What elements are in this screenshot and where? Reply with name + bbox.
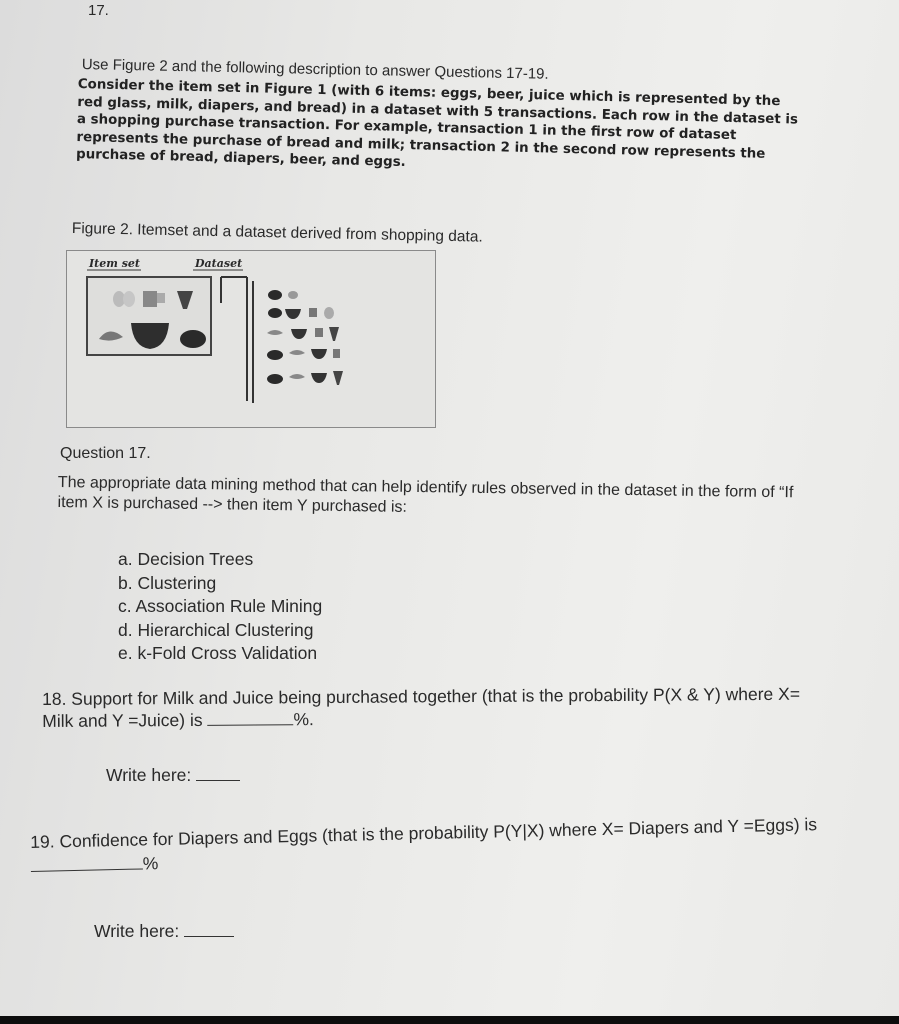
question-19 [30,812,821,878]
question-18-answer-blank[interactable] [196,764,240,781]
photo-bottom-edge [0,1016,899,1024]
dataset-row [267,327,339,341]
question-19-write-here [94,920,234,942]
question-18-write-here [106,764,240,786]
option-b: b. Clustering [118,572,217,593]
dataset-row [267,371,343,385]
write-here-label: Write here: [106,765,192,785]
dataset-row [267,349,340,360]
option-c: c. Association Rule Mining [118,596,323,616]
itemset-label: Item set [89,257,140,270]
question-17-title: Question 17. [60,445,151,462]
intro-body: Consider the item set in Figure 1 (with 6 items: eggs, beer, juice which is represented by the red glass, milk, diapers, and bread) in a dataset with 5 transactions. Each row in the dataset is a shopping purchase transaction. For example, transaction 1 in the first row of dataset represents the purchase of bread and milk; transaction 2 in the second row represents the purchase of bread, diapers, beer, and eggs. [75,76,799,171]
figure-illustration [67,251,435,427]
question-19-text: 19. Confidence for Diapers and Eggs (that is the probability P(Y|X) where X= Diapers and Y =Eggs) is [30,814,818,852]
option-d: d. Hierarchical Clustering [118,619,314,640]
question-19-answer-blank[interactable] [184,920,234,937]
figure-caption: Figure 2. Itemset and a dataset derived from shopping data. [71,220,483,246]
question-19-suffix: % [142,853,159,874]
option-a: a. Decision Trees [118,549,254,569]
question-19-blank[interactable] [31,852,143,872]
question-18-blank[interactable] [207,708,293,726]
write-here-label: Write here: [94,921,180,941]
intro-lead: Use Figure 2 and the following description to answer Questions 17-19. [81,56,549,83]
question-18-text: 18. Support for Milk and Juice being purchased together (that is the probability P(X & Y) where X= Milk and Y =Juice) is [42,683,801,731]
question-18-suffix: %. [293,709,314,730]
question-number: 17. [88,2,109,19]
dataset-row [268,290,298,300]
option-e: e. k-Fold Cross Validation [118,643,318,663]
dataset-row [268,307,334,319]
question-17-text: The appropriate data mining method that can help identify rules observed in the dataset in the form of “If item X is purchased --> then item Y purchased is: [57,473,794,516]
figure-2 [66,250,436,428]
dataset-label: Dataset [195,257,243,270]
question-17-options [118,548,322,666]
question-18 [42,682,832,732]
